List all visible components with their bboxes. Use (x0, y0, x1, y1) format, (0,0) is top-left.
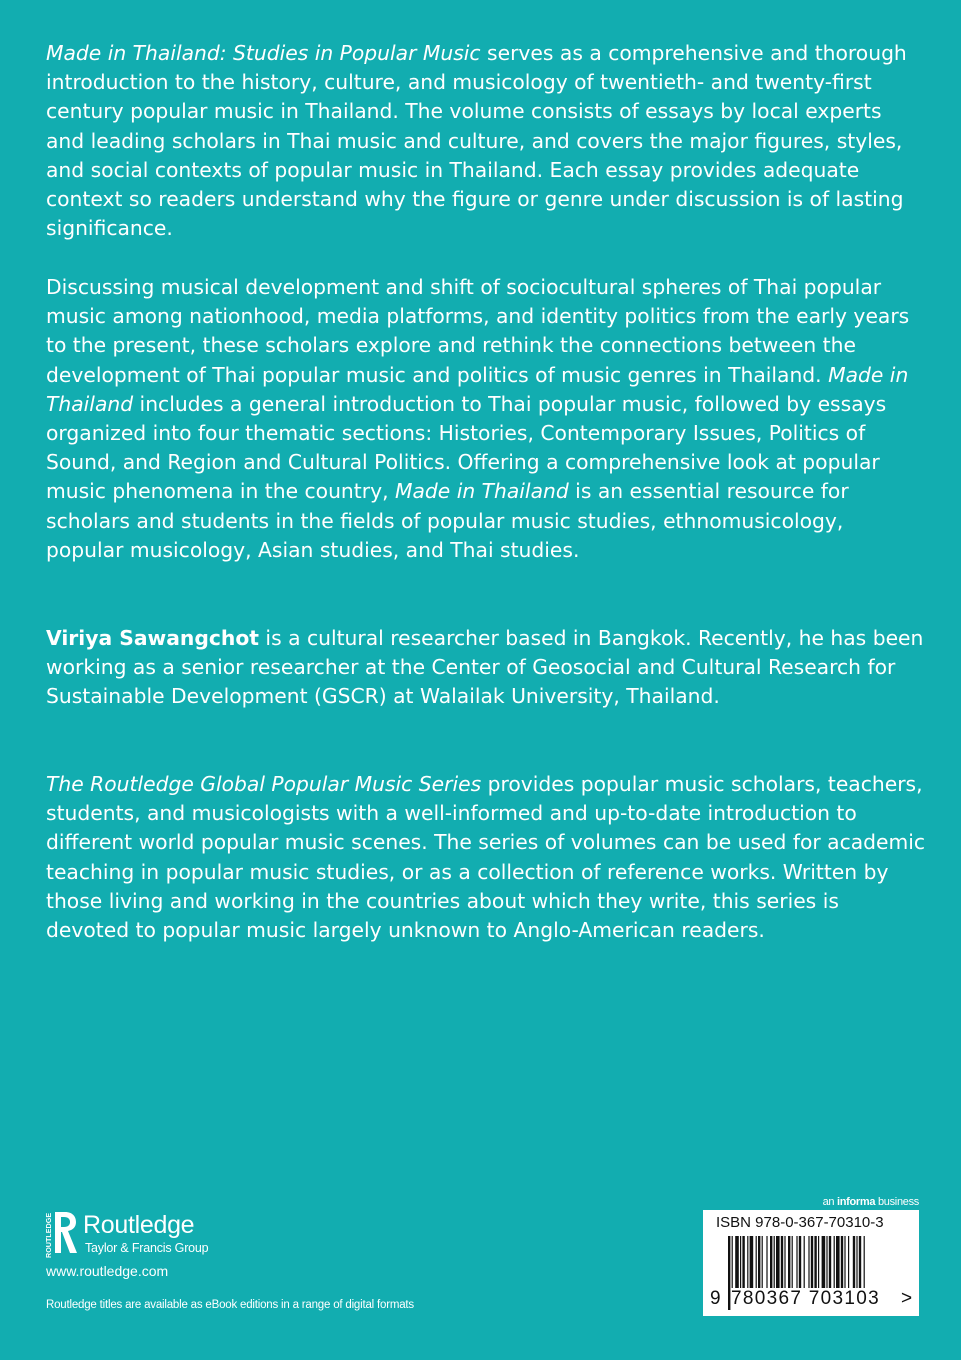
barcode-bar (740, 1236, 741, 1290)
barcode-bar (853, 1236, 855, 1290)
ebook-note: Routledge titles are available as eBook editions in a range of digital formats (46, 1299, 414, 1311)
book-title-italic: Made in Thailand (46, 362, 909, 416)
barcode-bar (844, 1236, 845, 1290)
barcode-bar (766, 1236, 767, 1290)
barcode-bar (784, 1236, 785, 1290)
informa-brand: informa (836, 1196, 876, 1208)
book-description-paragraph-2 (46, 273, 926, 565)
barcode-bar (826, 1236, 827, 1290)
routledge-vertical-mark: ROUTLEDGE (44, 1212, 53, 1258)
series-name: The Routledge Global Popular Music Series (46, 772, 482, 796)
barcode-bar (811, 1236, 813, 1290)
barcode-bar (799, 1236, 801, 1290)
publisher-name: Routledge (83, 1211, 195, 1239)
book-title-italic: Made in Thailand: Studies in Popular Music (46, 41, 481, 65)
description-text: serves as a comprehensive and thorough introduction to the history, culture, and musicology of twentieth- and twenty-first century popular music in Thailand. The volume consists of essays by local experts and leading scholars in Thai music and culture, and covers the major figures, styles, and social contexts of popular music in Thailand. Each essay provides adequate context so readers understand why the figure or genre under discussion is of lasting significance. (46, 41, 907, 241)
author-bio-text: is a cultural researcher based in Bangkok. Recently, he has been working as a senior researcher at the Center of Geosocial and Cultural Research for Sustainable Development (GSCR) at Walailak University, Thailand. (46, 626, 924, 709)
isbn-barcode (703, 1210, 919, 1316)
barcode-bar (735, 1236, 739, 1290)
barcode-bar (808, 1236, 809, 1290)
barcode-bar (859, 1236, 861, 1290)
informa-prefix: an (822, 1196, 837, 1208)
barcode-bar (742, 1236, 744, 1290)
barcode-bar (747, 1236, 748, 1290)
barcode-bar (841, 1236, 843, 1290)
barcode-bar (804, 1236, 805, 1290)
barcode-bar (756, 1236, 757, 1290)
barcode-bar (848, 1236, 849, 1290)
barcode-arrow: > (901, 1288, 913, 1309)
barcode-bar (829, 1236, 831, 1290)
routledge-r-mark-icon (42, 1209, 82, 1259)
barcode-bar (770, 1236, 772, 1290)
barcode-bar (776, 1236, 780, 1290)
description-text: Discussing musical development and shift of sociocultural spheres of Thai popular music among nationhood, media platforms, and identity politics from the early years to the present, these scholars explore and rethink the connections between the development of Thai popular music and politics of music genres in Thailand. (46, 275, 910, 387)
author-bio (46, 624, 926, 712)
description-text: is an essential resource for scholars and students in the fields of popular music studies, ethnomusicology, popular musicology, Asian studies, and Thai studies. (46, 479, 849, 562)
series-text: provides popular music scholars, teachers, students, and musicologists with a well-informed and up-to-date introduction to different world popular music scenes. The series of volumes can be used for academic teaching in popular music studies, or as a collection of reference works. Written by those living and working in the countries about which they write, this series is devoted to popular music largely unknown to Anglo-American readers. (46, 772, 926, 943)
barcode-bar (781, 1236, 783, 1290)
barcode-bar (750, 1236, 754, 1290)
publisher-group: Taylor & Francis Group (85, 1241, 209, 1255)
barcode-digits: 780367 703103 (731, 1288, 899, 1310)
barcode-bar (836, 1236, 840, 1290)
barcode-bar (834, 1236, 835, 1290)
barcode-bar (788, 1236, 790, 1290)
series-description (46, 770, 926, 945)
barcode-bar (818, 1236, 819, 1290)
description-text: includes a general introduction to Thai popular music, followed by essays organized into four thematic sections: Histories, Contemporary Issues, Politics of Sound, and Region and Cultural Politics. Offering a comprehensive look at popular music phenomena in the country, (46, 391, 887, 504)
barcode-bar (822, 1236, 826, 1290)
book-title-italic: Made in Thailand (394, 479, 569, 504)
publisher-website[interactable]: www.routledge.com (46, 1263, 169, 1279)
barcode-bar (762, 1236, 763, 1290)
barcode-first-digit: 9 (710, 1288, 721, 1309)
barcode-bar (774, 1236, 775, 1290)
barcode-bar (792, 1236, 793, 1290)
informa-business-tag (823, 1196, 919, 1208)
barcode-bar (856, 1236, 857, 1290)
barcode-bar (796, 1236, 797, 1290)
isbn-number: ISBN 978-0-367-70310-3 (716, 1214, 884, 1231)
book-description-paragraph-1 (46, 39, 926, 243)
author-name: Viriya Sawangchot (46, 626, 259, 650)
barcode-bar (758, 1236, 760, 1290)
informa-suffix: business (875, 1196, 919, 1208)
barcode-bar (814, 1236, 816, 1290)
routledge-logo (42, 1209, 242, 1259)
